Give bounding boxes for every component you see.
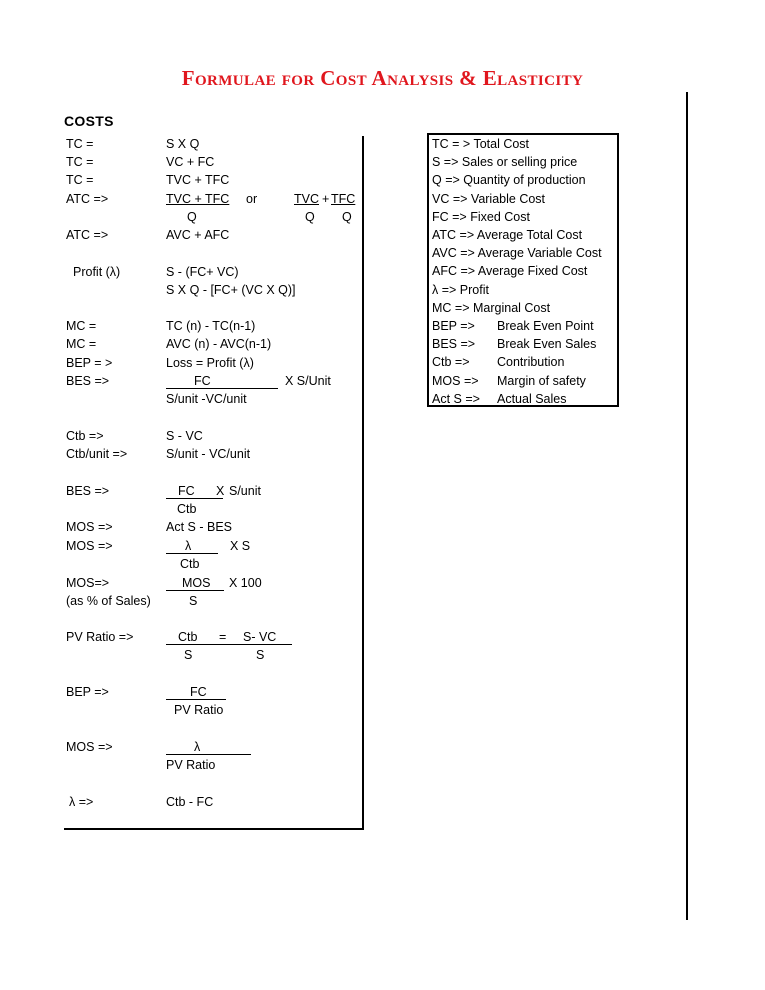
legend-term: FC => Fixed Cost [432,209,530,224]
legend-row [432,319,594,334]
legend-row [432,173,586,188]
legend-term: Ctb => [432,355,470,370]
fraction-numerator: λ [194,740,201,754]
page-side-rule [686,92,688,920]
formula-label-note: (as % of Sales) [66,594,151,608]
legend-row [432,246,602,261]
fraction-numerator: FC [194,374,211,388]
formula-label: TC = [66,155,94,169]
formula-label: Profit (λ) [73,265,121,279]
fraction-denominator: Ctb [180,557,200,571]
formula-panel-bottom-border [64,828,364,830]
formula-label: MOS => [66,740,113,754]
formula-label: BES => [66,484,110,498]
fraction-numerator: FC [190,685,207,699]
formula-label: MOS => [66,520,113,534]
formula-label: ATC => [66,192,109,206]
formula-label: BEP => [66,685,109,699]
formula-expression: S/unit - VC/unit [166,447,251,461]
times-sign: X [216,484,225,498]
legend-row [432,392,566,407]
plus-sign: + [322,192,330,206]
formula-label: λ => [69,795,94,809]
legend-term: ATC => Average Total Cost [432,228,583,242]
formula-label: PV Ratio => [66,630,134,644]
legend-term: Q => Quantity of production [432,173,586,188]
formula-expression: AVC + AFC [166,228,230,242]
formula-expression: Loss = Profit (λ) [166,356,254,370]
legend-term: BEP => [432,319,475,333]
legend-row [432,374,586,389]
formula-label: TC = [66,137,94,151]
formula-expression: X S/Unit [285,374,331,388]
formula-expression: AVC (n) - AVC(n-1) [166,337,272,351]
legend-meaning: Actual Sales [497,391,567,406]
legend-term: S => Sales or selling price [432,155,578,170]
formula-expression: S X Q - [FC+ (VC X Q)] [166,283,296,297]
legend-term: BES => [432,337,476,352]
abbreviation-legend [427,133,619,407]
legend-meaning: Break Even Point [497,319,594,333]
legend-term: AVC => Average Variable Cost [432,246,602,261]
fraction-bar [166,553,218,554]
legend-row [432,283,489,298]
fraction-denominator: S [184,648,193,662]
legend-term: MC => Marginal Cost [432,300,551,315]
fraction-denominator: Q [342,210,352,224]
fraction-numerator: λ [185,539,192,553]
legend-row [432,210,530,225]
fraction-denominator: S [256,648,265,662]
section-heading: COSTS [64,113,114,129]
legend-term: MOS => [432,373,479,388]
legend-row [432,155,577,170]
formula-panel-right-border [362,136,364,830]
fraction-denominator: PV Ratio [166,758,216,772]
fraction-numerator: TVC [294,192,319,206]
legend-meaning: Break Even Sales [497,337,597,352]
equals-sign: = [219,630,227,644]
formula-expression: S/unit [229,484,261,498]
fraction-numerator: TFC [331,192,356,206]
legend-row [432,337,596,352]
fraction-numerator: Ctb [178,630,198,644]
formula-label: BES => [66,374,110,388]
formula-label: MC = [66,319,97,333]
formula-expression: X 100 [229,576,262,590]
formula-label: Ctb => [66,429,104,443]
fraction-bar [166,388,278,389]
legend-term: TC = > Total Cost [432,137,530,151]
formula-label: MOS=> [66,576,110,590]
fraction-bar [166,754,251,755]
legend-term: λ => Profit [432,282,489,297]
fraction-numerator: S- VC [243,630,277,644]
legend-row [432,192,545,207]
legend-row [432,228,582,243]
or-text: or [246,192,258,206]
formula-expression: VC + FC [166,155,215,169]
legend-meaning: Margin of safety [497,373,586,388]
fraction-denominator: Q [305,210,315,224]
legend-term: AFC => Average Fixed Cost [432,264,588,279]
formula-expression: S - (FC+ VC) [166,265,239,279]
legend-row [432,264,587,279]
formula-label: MOS => [66,539,113,553]
fraction-denominator: S [189,594,198,608]
legend-term: Act S => [432,391,480,406]
fraction-numerator: FC [178,484,195,498]
formula-expression: S - VC [166,429,203,443]
legend-row [432,301,550,316]
fraction-numerator: MOS [182,576,211,590]
fraction-denominator: Ctb [177,502,197,516]
legend-row [432,355,564,370]
formula-label: BEP = > [66,356,113,370]
fraction-denominator: PV Ratio [174,703,224,717]
formula-label: ATC => [66,228,109,242]
formula-expression: TC (n) - TC(n-1) [166,319,256,333]
formula-label: TC = [66,173,94,187]
page-title: Formulae for Cost Analysis & Elasticity [181,66,584,90]
formula-expression: Ctb - FC [166,795,214,809]
formula-expression: Act S - BES [166,520,232,534]
legend-row [432,137,529,152]
fraction-denominator: S/unit -VC/unit [166,392,247,406]
formula-label: Ctb/unit => [66,447,128,461]
legend-term: VC => Variable Cost [432,191,546,206]
formula-label: MC = [66,337,97,351]
formula-expression: X S [230,539,251,553]
formula-expression: S X Q [166,137,200,151]
fraction-numerator: TVC + TFC [166,192,230,206]
fraction-denominator: Q [187,210,197,224]
formula-expression: TVC + TFC [166,173,230,187]
legend-meaning: Contribution [497,355,565,370]
